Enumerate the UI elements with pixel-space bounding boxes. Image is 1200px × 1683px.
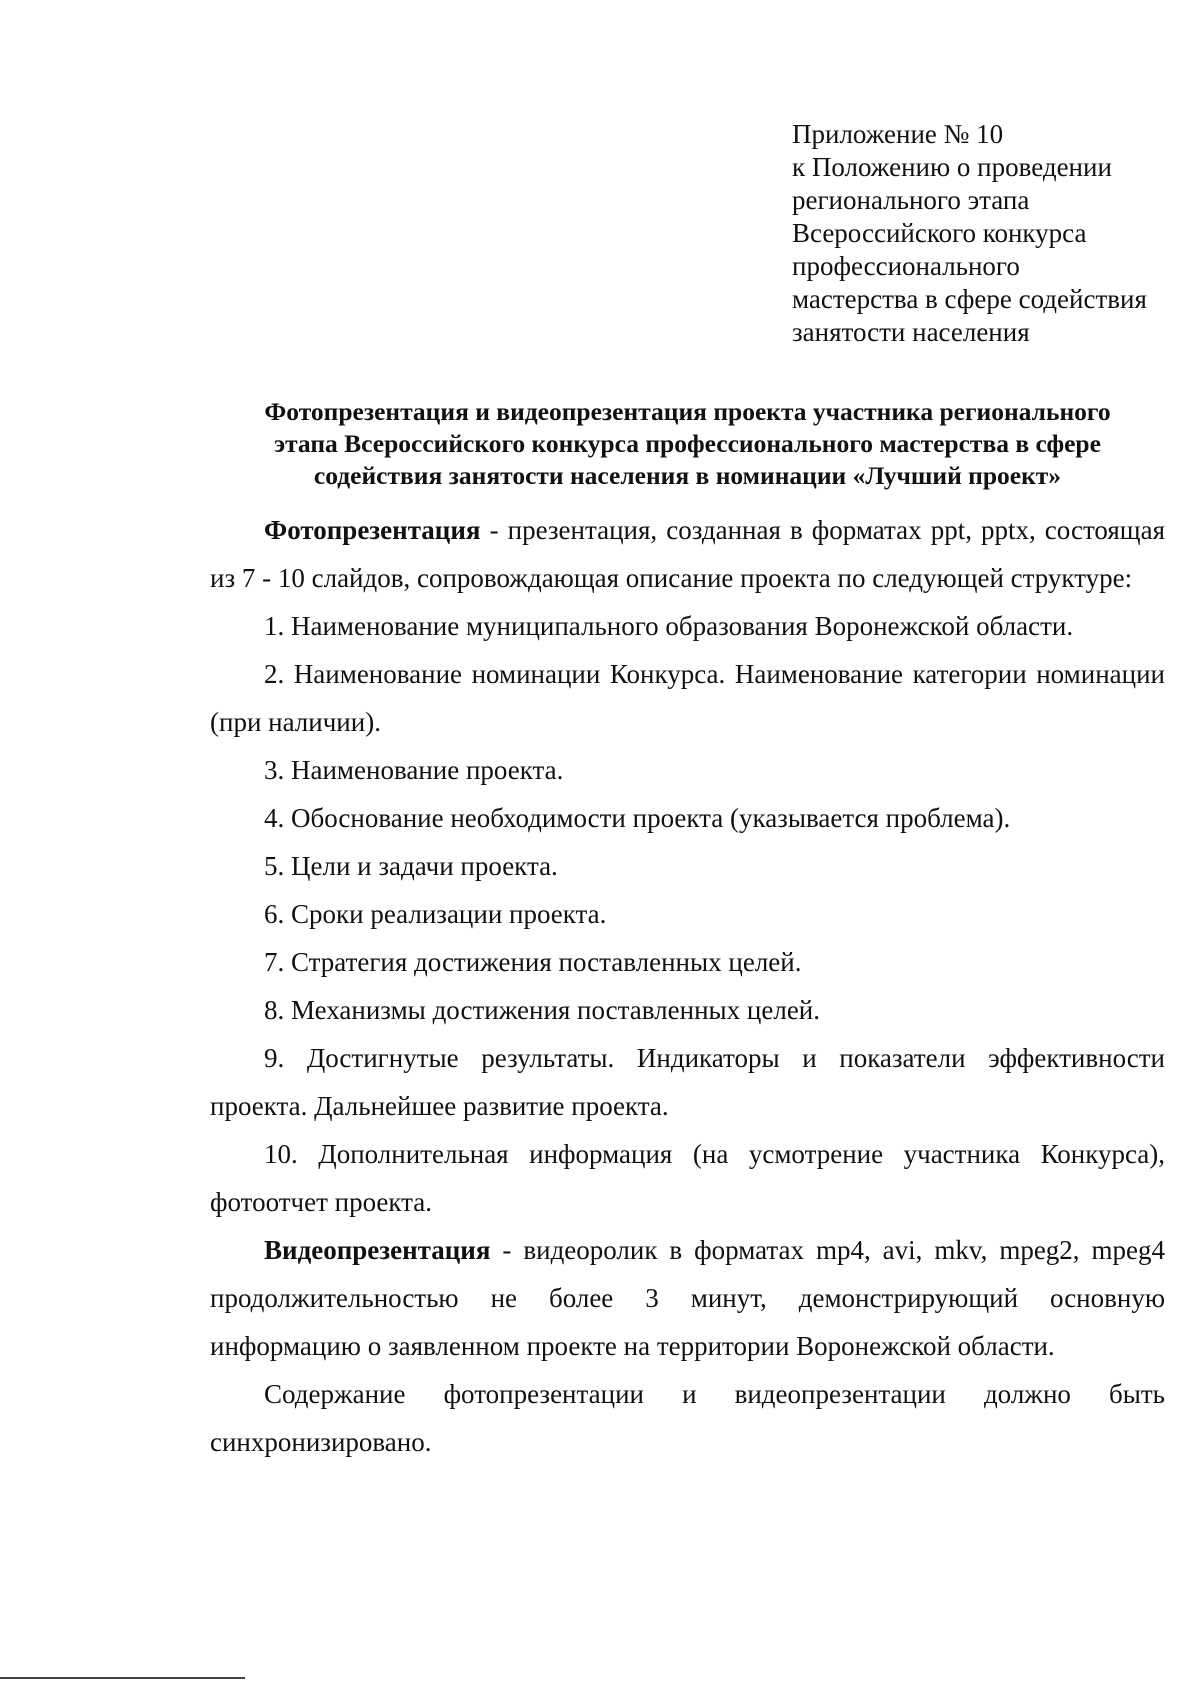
list-item: 3. Наименование проекта. xyxy=(264,755,564,785)
title-line: содействия занятости населения в номинации «Лучший проект» xyxy=(313,461,1062,490)
photo-presentation-text: - презентация, созданная в форматах ppt, pptx, состоящая из 7 - 10 слайдов, сопровождающая описание проекта по следующей структуре: xyxy=(210,515,1165,593)
list-item: 9. Достигнутые результаты. Индикаторы и показатели эффективности проекта. Дальнейшее развитие проекта. xyxy=(210,1043,1165,1121)
video-presentation-paragraph xyxy=(210,1226,1165,1370)
document-body xyxy=(210,506,1165,1466)
annex-line: регионального этапа xyxy=(792,185,1030,215)
list-item: 2. Наименование номинации Конкурса. Наименование категории номинации (при наличии). xyxy=(210,659,1165,737)
annex-line: к Положению о проведении xyxy=(792,152,1112,182)
annex-line: Приложение № 10 xyxy=(792,119,1004,149)
annex-header xyxy=(792,118,1147,349)
annex-line: профессионального xyxy=(792,251,1020,281)
video-presentation-term: Видеопрезентация xyxy=(264,1235,491,1265)
annex-line: Всероссийского конкурса xyxy=(792,218,1087,248)
title-line: этапа Всероссийского конкурса профессионального мастерства в сфере xyxy=(274,429,1101,458)
list-item: 7. Стратегия достижения поставленных целей. xyxy=(264,947,802,977)
footer-divider xyxy=(0,1677,245,1679)
annex-line: мастерства в сфере содействия xyxy=(792,284,1147,314)
title-line: Фотопрезентация и видеопрезентация проекта участника регионального xyxy=(264,397,1111,426)
document-title xyxy=(205,396,1170,492)
closing-paragraph: Содержание фотопрезентации и видеопрезентации должно быть синхронизировано. xyxy=(210,1379,1165,1457)
photo-presentation-term: Фотопрезентация xyxy=(264,515,481,545)
annex-line: занятости населения xyxy=(792,317,1030,347)
photo-presentation-paragraph xyxy=(210,506,1165,602)
list-item: 5. Цели и задачи проекта. xyxy=(264,851,558,881)
list-item: 1. Наименование муниципального образования Воронежской области. xyxy=(264,611,1074,641)
list-item: 4. Обоснование необходимости проекта (указывается проблема). xyxy=(264,803,1011,833)
list-item: 8. Механизмы достижения поставленных целей. xyxy=(264,995,821,1025)
list-item: 6. Сроки реализации проекта. xyxy=(264,899,607,929)
video-presentation-text: - видеоролик в форматах mp4, avi, mkv, mpeg2, mpeg4 продолжительностью не более 3 минут, демонстрирующий основную информацию о заявленном проекте на территории Воронежской области. xyxy=(210,1235,1165,1361)
list-item: 10. Дополнительная информация (на усмотрение участника Конкурса), фотоотчет проекта. xyxy=(210,1139,1165,1217)
